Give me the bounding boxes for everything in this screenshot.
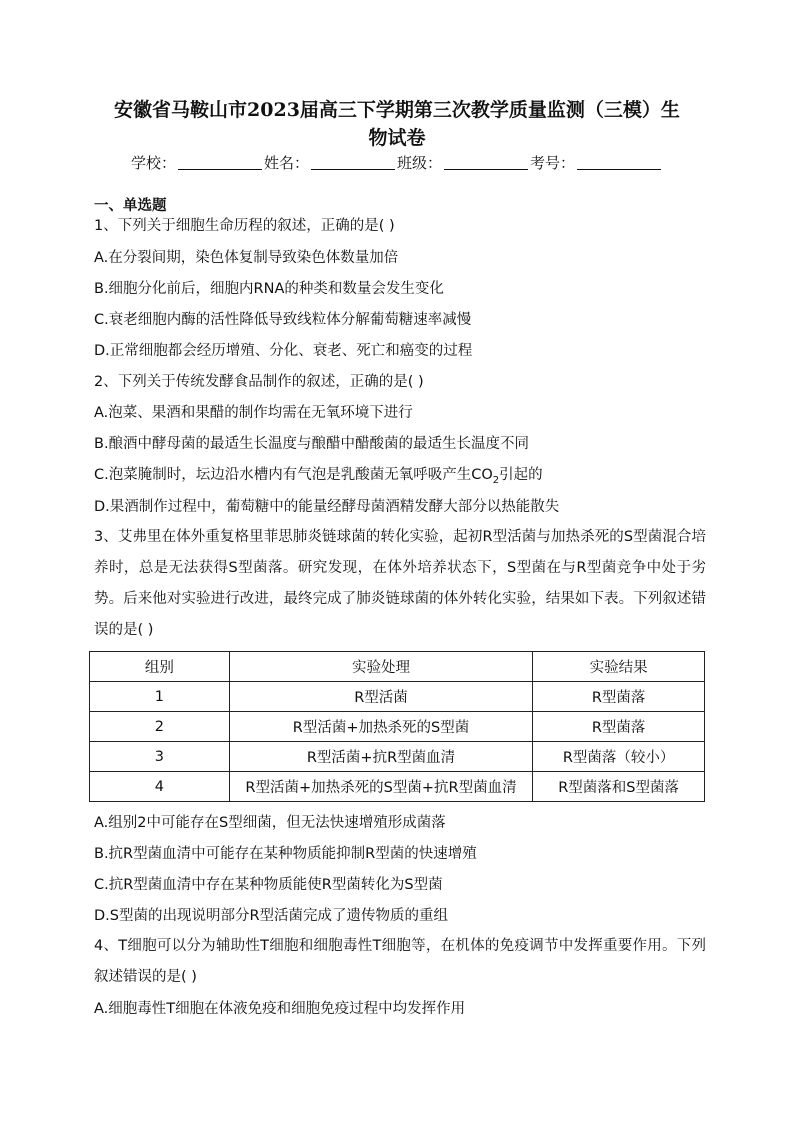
- table-header-cell: 组别: [90, 652, 230, 682]
- q2-option-a: A.泡菜、果酒和果醋的制作均需在无氧环境下进行: [94, 405, 413, 421]
- name-blank[interactable]: [311, 155, 395, 170]
- table-cell: 3: [90, 742, 230, 772]
- table-cell: R型活菌: [229, 682, 532, 712]
- table-cell: R型菌落和S型菌落: [533, 772, 705, 802]
- exam-title: [90, 96, 704, 152]
- school-blank[interactable]: [178, 155, 262, 170]
- section-title: 一、单选题: [94, 198, 167, 214]
- school-label: 学校：: [130, 154, 176, 172]
- name-label: 姓名：: [263, 154, 309, 172]
- title-line-1: 安徽省马鞍山市2023届高三下学期第三次教学质量监测（三模）生: [114, 99, 680, 121]
- q2-option-b: B.酿酒中酵母菌的最适生长温度与酿醋中醋酸菌的最适生长温度不同: [94, 436, 530, 452]
- table-cell: 4: [90, 772, 230, 802]
- class-label: 班级：: [397, 154, 443, 172]
- table-cell: R型菌落（较小）: [533, 742, 705, 772]
- table-row: [90, 772, 705, 802]
- table-header-row: [90, 652, 705, 682]
- q2-option-c: [94, 465, 543, 491]
- q3-option-a: A.组别2中可能存在S型细菌，但无法快速增殖形成菌落: [94, 815, 446, 831]
- q2-option-c-subscript: 2: [492, 474, 500, 486]
- exam-number-label: 考号：: [530, 154, 576, 172]
- table-cell: R型活菌+加热杀死的S型菌: [229, 712, 532, 742]
- table-cell: R型菌落: [533, 682, 705, 712]
- experiment-table: [89, 651, 705, 802]
- table-header-cell: 实验处理: [229, 652, 532, 682]
- q3-option-c: C.抗R型菌血清中存在某种物质能使R型菌转化为S型菌: [94, 877, 443, 893]
- q1-option-c: C.衰老细胞内酶的活性降低导致线粒体分解葡萄糖速率减慢: [94, 312, 472, 328]
- q2-option-c-tail: 引起的: [499, 467, 543, 483]
- table-header-cell: 实验结果: [533, 652, 705, 682]
- table-cell: 1: [90, 682, 230, 712]
- q4-stem: 4、T细胞可以分为辅助性T细胞和细胞毒性T细胞等，在机体的免疫调节中发挥重要作用。下列叙述错误的是( ): [94, 938, 706, 985]
- q2-stem: 2、下列关于传统发酵食品制作的叙述，正确的是( ): [94, 374, 424, 390]
- q1-stem: 1、下列关于细胞生命历程的叙述，正确的是( ): [94, 218, 395, 234]
- q3-option-d: D.S型菌的出现说明部分R型活菌完成了遗传物质的重组: [94, 908, 449, 924]
- table-row: [90, 742, 705, 772]
- table-row: [90, 682, 705, 712]
- table-cell: R型活菌+抗R型菌血清: [229, 742, 532, 772]
- q1-option-a: A.在分裂间期，染色体复制导致染色体数量加倍: [94, 250, 399, 266]
- class-blank[interactable]: [444, 155, 528, 170]
- title-line-2: 物试卷: [368, 127, 426, 149]
- q3-option-b: B.抗R型菌血清中可能存在某种物质能抑制R型菌的快速增殖: [94, 846, 477, 862]
- q4-option-a: A.细胞毒性T细胞在体液免疫和细胞免疫过程中均发挥作用: [94, 1001, 466, 1017]
- table-cell: 2: [90, 712, 230, 742]
- q3-stem: 3、艾弗里在体外重复格里菲思肺炎链球菌的转化实验，起初R型活菌与加热杀死的S型菌混合培养时，总是无法获得S型菌落。研究发现，在体外培养状态下，S型菌在与R型菌竞争中处于劣势。后来他对实验进行改进，最终完成了肺炎链球菌的体外转化实验，结果如下表。下列叙述错误的是( ): [94, 529, 706, 638]
- q1-option-d: D.正常细胞都会经历增殖、分化、衰老、死亡和癌变的过程: [94, 343, 473, 359]
- q2-option-d: D.果酒制作过程中，葡萄糖中的能量经酵母菌酒精发酵大部分以热能散失: [94, 499, 560, 515]
- exam-number-blank[interactable]: [577, 155, 661, 170]
- q2-option-c-text: C.泡菜腌制时，坛边沿水槽内有气泡是乳酸菌无氧呼吸产生CO: [94, 467, 493, 483]
- table-cell: R型活菌+加热杀死的S型菌+抗R型菌血清: [229, 772, 532, 802]
- student-info-row: [0, 152, 794, 174]
- q1-option-b: B.细胞分化前后，细胞内RNA的种类和数量会发生变化: [94, 281, 444, 297]
- table-cell: R型菌落: [533, 712, 705, 742]
- table-row: [90, 712, 705, 742]
